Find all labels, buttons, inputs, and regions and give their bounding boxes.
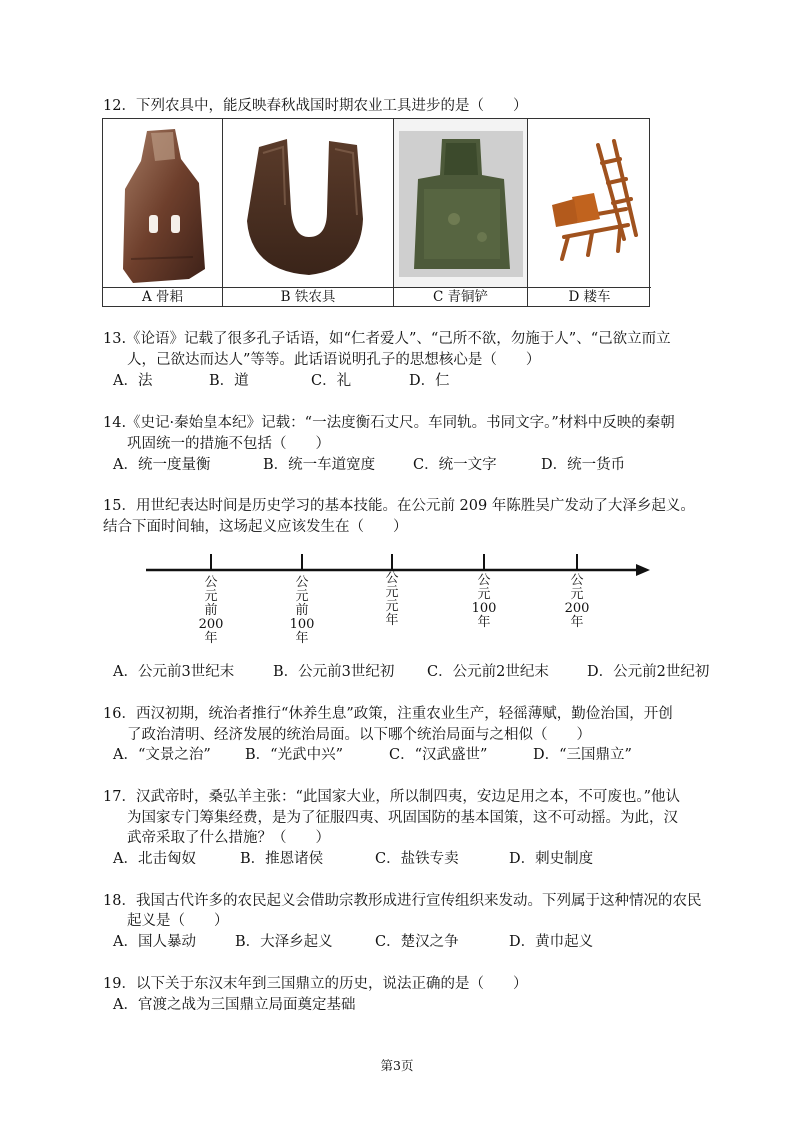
q17-line1: 17．汉武帝时，桑弘羊主张：“此国家大业，所以制四夷，安边足用之本，不可废也。”他认 [103,789,681,805]
option-b: B．“光武中兴” [245,747,343,763]
q18-line1: 18．我国古代许多的农民起义会借助宗教形成进行宣传组织来发动。下列属于这种情况的农民 [103,893,702,909]
option-d: D．“三国鼎立” [533,747,632,763]
q16-line2: 了政治清明、经济发展的统治局面。以下哪个统治局面与之相似（ ） [127,727,591,743]
option-a: A．国人暴动 [113,934,196,950]
option-c: C．礼 [311,373,352,389]
q19-option-a: A．官渡之战为三国鼎立局面奠定基础 [113,997,356,1013]
option-d: D．仁 [409,373,450,389]
option-d: D．黄巾起义 [509,934,594,950]
caption-c: C 青铜铲 [394,287,528,307]
q13-line2: 人，己欲达而达人”等等。此话语说明孔子的思想核心是（ ） [127,352,541,368]
bone-plow-photo [103,119,223,287]
option-b: B．道 [209,373,249,389]
timeline [140,548,660,658]
q19-line1: 19．以下关于东汉末年到三国鼎立的历史，说法正确的是（ ） [103,976,528,992]
option-c: C．统一文字 [413,457,497,473]
caption-b: B 铁农具 [223,287,394,307]
option-c: C．“汉武盛世” [389,747,488,763]
q12-image-table [102,118,650,307]
timeline-label-200ad: 公 元 200 年 [564,573,590,630]
caption-a: A 骨耜 [103,287,223,307]
option-b: B．统一车道宽度 [263,457,376,473]
option-b: B．公元前3世纪初 [273,664,395,680]
caption-d: D 耧车 [528,287,651,307]
timeline-label-year1: 公 元 元 年 [385,571,399,628]
q16-line1: 16．西汉初期，统治者推行“休养生息”政策，注重农业生产，轻徭薄赋，勤俭治国，开创 [103,706,673,722]
option-a: A．公元前3世纪末 [113,664,235,680]
page-number: 第3页 [380,1058,414,1073]
timeline-label-100bc: 公 元 前 100 年 [289,575,315,646]
q17-line2: 为国家专门筹集经费，是为了征服四夷、巩固国防的基本国策，这不可动摇。为此，汉 [127,810,678,826]
timeline-label-100ad: 公 元 100 年 [471,573,497,630]
option-d: D．统一货币 [541,457,626,473]
bronze-shovel-photo [394,119,528,287]
q14-line2: 巩固统一的措施不包括（ ） [127,436,330,452]
q12-text: 12．下列农具中，能反映春秋战国时期农业工具进步的是（ ） [103,98,528,114]
option-a: A．北击匈奴 [113,851,196,867]
q14-line1: 14.《史记·秦始皇本纪》记载：“一法度衡石丈尺。车同轨。书同文字。”材料中反映的秦朝 [103,415,675,431]
timeline-label-200bc: 公 元 前 200 年 [198,575,224,646]
q13-line1: 13.《论语》记载了很多孔子话语，如“仁者爱人”、“己所不欲，勿施于人”、“己欲立而立 [103,331,671,347]
q18-line2: 起义是（ ） [127,913,229,929]
iron-tool-photo [223,119,394,287]
q15-line2: 结合下面时间轴，这场起义应该发生在（ ） [103,519,408,535]
option-a: A．法 [113,373,153,389]
option-b: B．大泽乡起义 [235,934,333,950]
q17-line3: 武帝采取了什么措施？（ ） [127,830,330,846]
option-a: A．“文景之治” [113,747,211,763]
q15-line1: 15．用世纪表达时间是历史学习的基本技能。在公元前 209 年陈胜吴广发动了大泽乡起义。 [103,498,695,514]
option-a: A．统一度量衡 [113,457,211,473]
option-d: D．刺史制度 [509,851,594,867]
option-c: C．公元前2世纪末 [427,664,549,680]
option-c: C．盐铁专卖 [375,851,459,867]
seed-drill-illustration [528,119,651,287]
option-d: D．公元前2世纪初 [587,664,710,680]
option-b: B．推恩诸侯 [240,851,324,867]
option-c: C．楚汉之争 [375,934,459,950]
